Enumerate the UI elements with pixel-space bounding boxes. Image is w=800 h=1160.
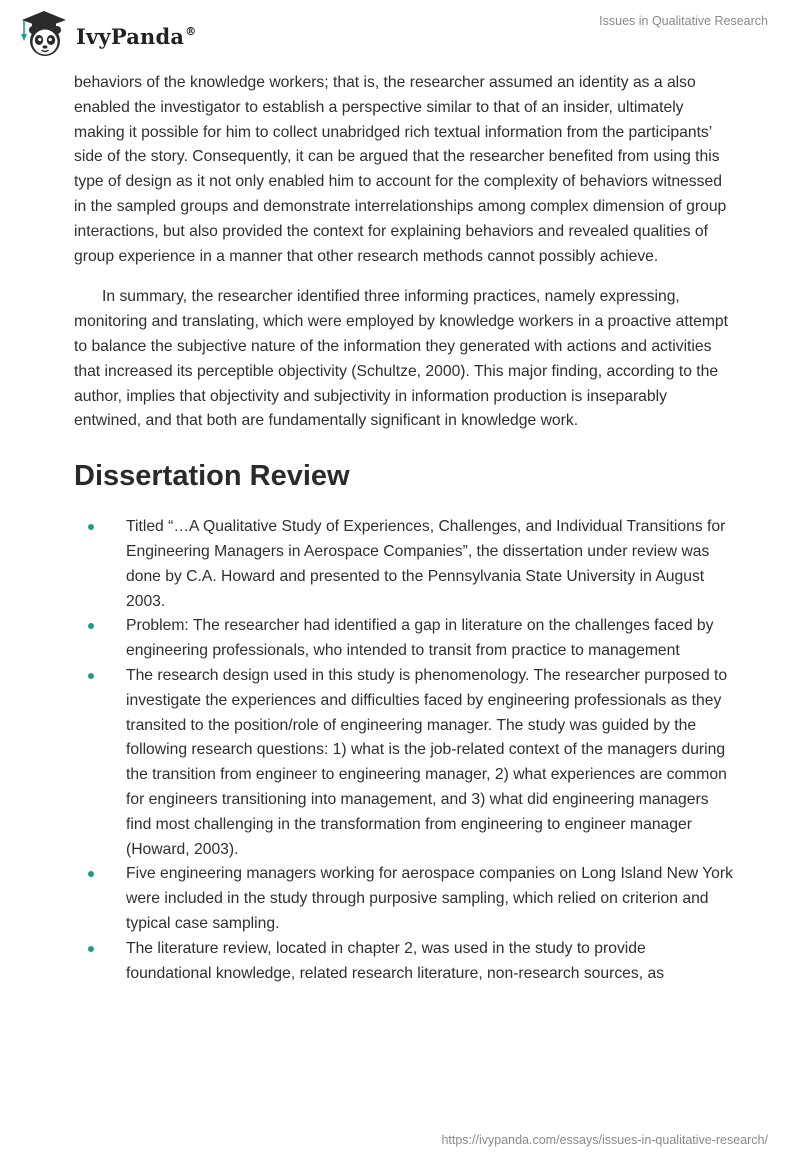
list-item: Five engineering managers working for aerospace companies on Long Island New York were included in the study through purposive sampling, which relied on criterion and typical case sampling. (74, 862, 734, 936)
page-header (0, 0, 800, 70)
bullet-icon (88, 673, 94, 679)
bullet-icon (88, 871, 94, 877)
paragraph: behaviors of the knowledge workers; that is, the researcher assumed an identity as a also enabled the investigator to establish a perspective similar to that of an insider, ultimately making it possible for him to collect unabridged rich textual information from the participants’ side of the story. Consequently, it can be argued that the researcher benefited from using this type of design as it not only enabled him to account for the complexity of behaviors witnessed in the sampled groups and demonstrate interrelationships among complex dimension of group interactions, but also provided the context for explaining behaviors and revealed qualities of group experience in a manner that other research methods cannot possibly achieve. (74, 74, 727, 265)
ivypanda-logo[interactable] (14, 8, 196, 60)
registered-mark: ® (185, 24, 197, 38)
bullet-icon (88, 524, 94, 530)
bullet-icon (88, 623, 94, 629)
list-item: The literature review, located in chapter 2, was used in the study to provide foundational knowledge, related research literature, non-research sources, as (74, 937, 734, 987)
list-item: Titled “…A Qualitative Study of Experiences, Challenges, and Individual Transitions for Engineering Managers in Aerospace Companies”, the dissertation under review was done by C.A. Howard and presented to the Pennsylvania State University in August 2003. (74, 515, 734, 614)
list-item: The research design used in this study is phenomenology. The researcher purposed to investigate the experiences and difficulties faced by engineering professionals as they transited to the position/role of engineering manager. The study was guided by the following research questions: 1) what is the job-related context of the managers during the transition from engineer to engineering manager, 2) what experiences are common for engineers transitioning into management, and 3) what did engineering managers find most challenging in the transformation from engineering to engineer manager (Howard, 2003). (74, 664, 734, 862)
source-url-link[interactable]: https://ivypanda.com/essays/issues-in-qualitative-research/ (441, 1133, 768, 1147)
section-heading: Dissertation Review (74, 460, 350, 493)
essay-content (74, 71, 734, 986)
panda-graduate-icon (14, 8, 70, 60)
list-item: Problem: The researcher had identified a gap in literature on the challenges faced by engineering professionals, who intended to transit from practice to management (74, 614, 734, 664)
bullet-list (74, 515, 734, 986)
paragraph: In summary, the researcher identified three informing practices, namely expressing, monitoring and translating, which were employed by knowledge workers in a proactive attempt to balance the subjective nature of the information they generated with actions and activities that increased its perceptible objectivity (Schultze, 2000). This major finding, according to the author, implies that objectivity and subjectivity in information production is inseparably entwined, and that both are fundamentally significant in knowledge work. (74, 288, 728, 430)
document-title: Issues in Qualitative Research (599, 14, 768, 28)
bullet-icon (88, 946, 94, 952)
brand-name: IvyPanda® (76, 23, 197, 49)
